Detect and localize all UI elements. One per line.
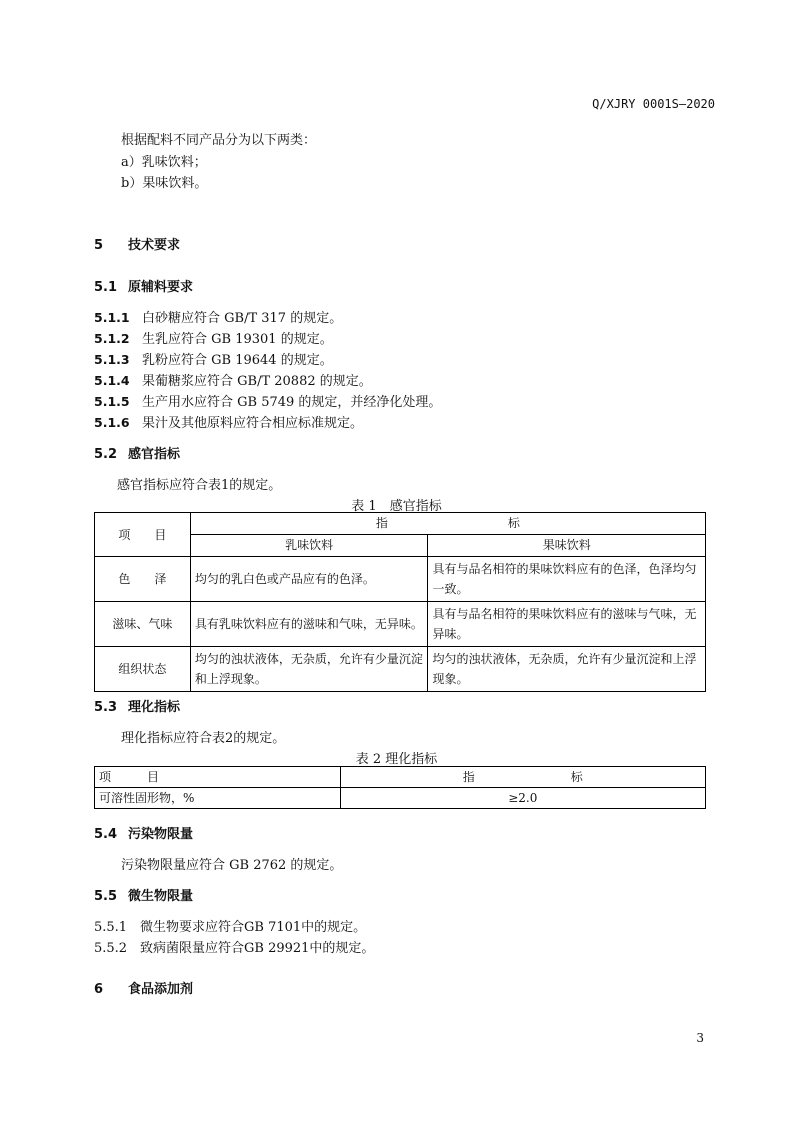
section-number: 5.5	[94, 889, 118, 904]
section-5-heading	[94, 234, 180, 253]
list-item	[94, 937, 374, 956]
section-number: 5.4	[94, 827, 118, 842]
table-2-caption: 表 2 理化指标	[355, 752, 438, 767]
table-header-milk: 乳味饮料	[190, 535, 428, 557]
list-item	[94, 328, 333, 347]
section-number: 5	[94, 238, 104, 253]
row-fruit-value: 具有与品名相符的果味饮料应有的色泽，色泽均匀一致。	[428, 557, 706, 602]
list-item	[94, 370, 372, 389]
row-fruit-value: 均匀的浊状液体，无杂质，允许有少量沉淀和上浮现象。	[428, 647, 706, 692]
paragraph: 感官指标应符合表1的规定。	[117, 478, 282, 493]
row-value: ≥2.0	[340, 788, 705, 809]
item-number: 5.1.6	[94, 415, 130, 430]
section-title: 微生物限量	[128, 889, 194, 904]
row-item: 色 泽	[95, 557, 191, 602]
section-5-1-heading	[94, 276, 193, 295]
row-item: 滋味、气味	[95, 602, 191, 647]
item-text: 微生物要求应符合GB 7101中的规定。	[140, 920, 367, 935]
paragraph: 污染物限量应符合 GB 2762 的规定。	[121, 858, 343, 873]
intro-line: 根据配料不同产品分为以下两类：	[121, 133, 317, 148]
table-row	[95, 557, 706, 602]
table-header-fruit: 果味饮料	[428, 535, 706, 557]
section-5-2-heading	[94, 443, 180, 462]
document-code: Q/XJRY 0001S—2020	[592, 97, 715, 111]
list-item	[94, 349, 333, 368]
table-header-index: 指 标	[190, 513, 705, 535]
section-number: 5.2	[94, 447, 118, 462]
table-row	[95, 788, 706, 809]
section-6-heading	[94, 978, 193, 997]
section-number: 5.1	[94, 280, 118, 295]
section-number: 6	[94, 982, 104, 997]
item-text: 果葡糖浆应符合 GB/T 20882 的规定。	[142, 374, 372, 389]
row-milk-value: 均匀的浊状液体，无杂质，允许有少量沉淀和上浮现象。	[190, 647, 428, 692]
item-text: 生乳应符合 GB 19301 的规定。	[142, 332, 333, 347]
item-text: 乳粉应符合 GB 19644 的规定。	[142, 353, 333, 368]
row-fruit-value: 具有与品名相符的果味饮料应有的滋味与气味，无异味。	[428, 602, 706, 647]
table-header-item: 项 目	[95, 513, 191, 557]
item-text: 果汁及其他原料应符合相应标准规定。	[142, 416, 364, 431]
section-title: 原辅料要求	[128, 280, 194, 295]
item-text: 致病菌限量应符合GB 29921中的规定。	[140, 941, 375, 956]
item-number: 5.5.2	[94, 941, 128, 956]
intro-item-a: a）乳味饮料；	[121, 155, 207, 170]
table-header-index: 指 标	[340, 767, 705, 788]
section-title: 污染物限量	[128, 827, 194, 842]
physicochemical-table	[94, 766, 706, 809]
item-text: 生产用水应符合 GB 5749 的规定，并经净化处理。	[142, 395, 442, 410]
section-5-5-heading	[94, 885, 193, 904]
list-item	[94, 412, 363, 431]
row-milk-value: 均匀的乳白色或产品应有的色泽。	[190, 557, 428, 602]
item-number: 5.1.3	[94, 352, 130, 367]
list-item	[94, 391, 441, 410]
table-header-item: 项 目	[95, 767, 341, 788]
paragraph: 理化指标应符合表2的规定。	[121, 731, 286, 746]
intro-item-b: b）果味饮料。	[121, 176, 208, 191]
section-5-4-heading	[94, 823, 193, 842]
list-item	[94, 916, 366, 935]
table-1-caption: 表 1 感官指标	[351, 499, 442, 514]
item-number: 5.1.2	[94, 331, 130, 346]
sensory-table	[94, 512, 706, 692]
item-number: 5.1.1	[94, 310, 130, 325]
section-5-3-heading	[94, 696, 180, 715]
section-title: 技术要求	[128, 238, 181, 253]
row-milk-value: 具有乳味饮料应有的滋味和气味，无异味。	[190, 602, 428, 647]
item-number: 5.1.4	[94, 373, 130, 388]
row-item: 可溶性固形物，%	[95, 788, 341, 809]
item-number: 5.5.1	[94, 920, 128, 935]
list-item	[94, 307, 342, 326]
section-title: 食品添加剂	[128, 982, 194, 997]
page-number: 3	[696, 1031, 704, 1045]
section-title: 感官指标	[128, 447, 181, 462]
item-text: 白砂糖应符合 GB/T 317 的规定。	[142, 311, 343, 326]
table-row	[95, 647, 706, 692]
row-item: 组织状态	[95, 647, 191, 692]
section-title: 理化指标	[128, 700, 181, 715]
item-number: 5.1.5	[94, 394, 130, 409]
table-row	[95, 602, 706, 647]
section-number: 5.3	[94, 700, 118, 715]
